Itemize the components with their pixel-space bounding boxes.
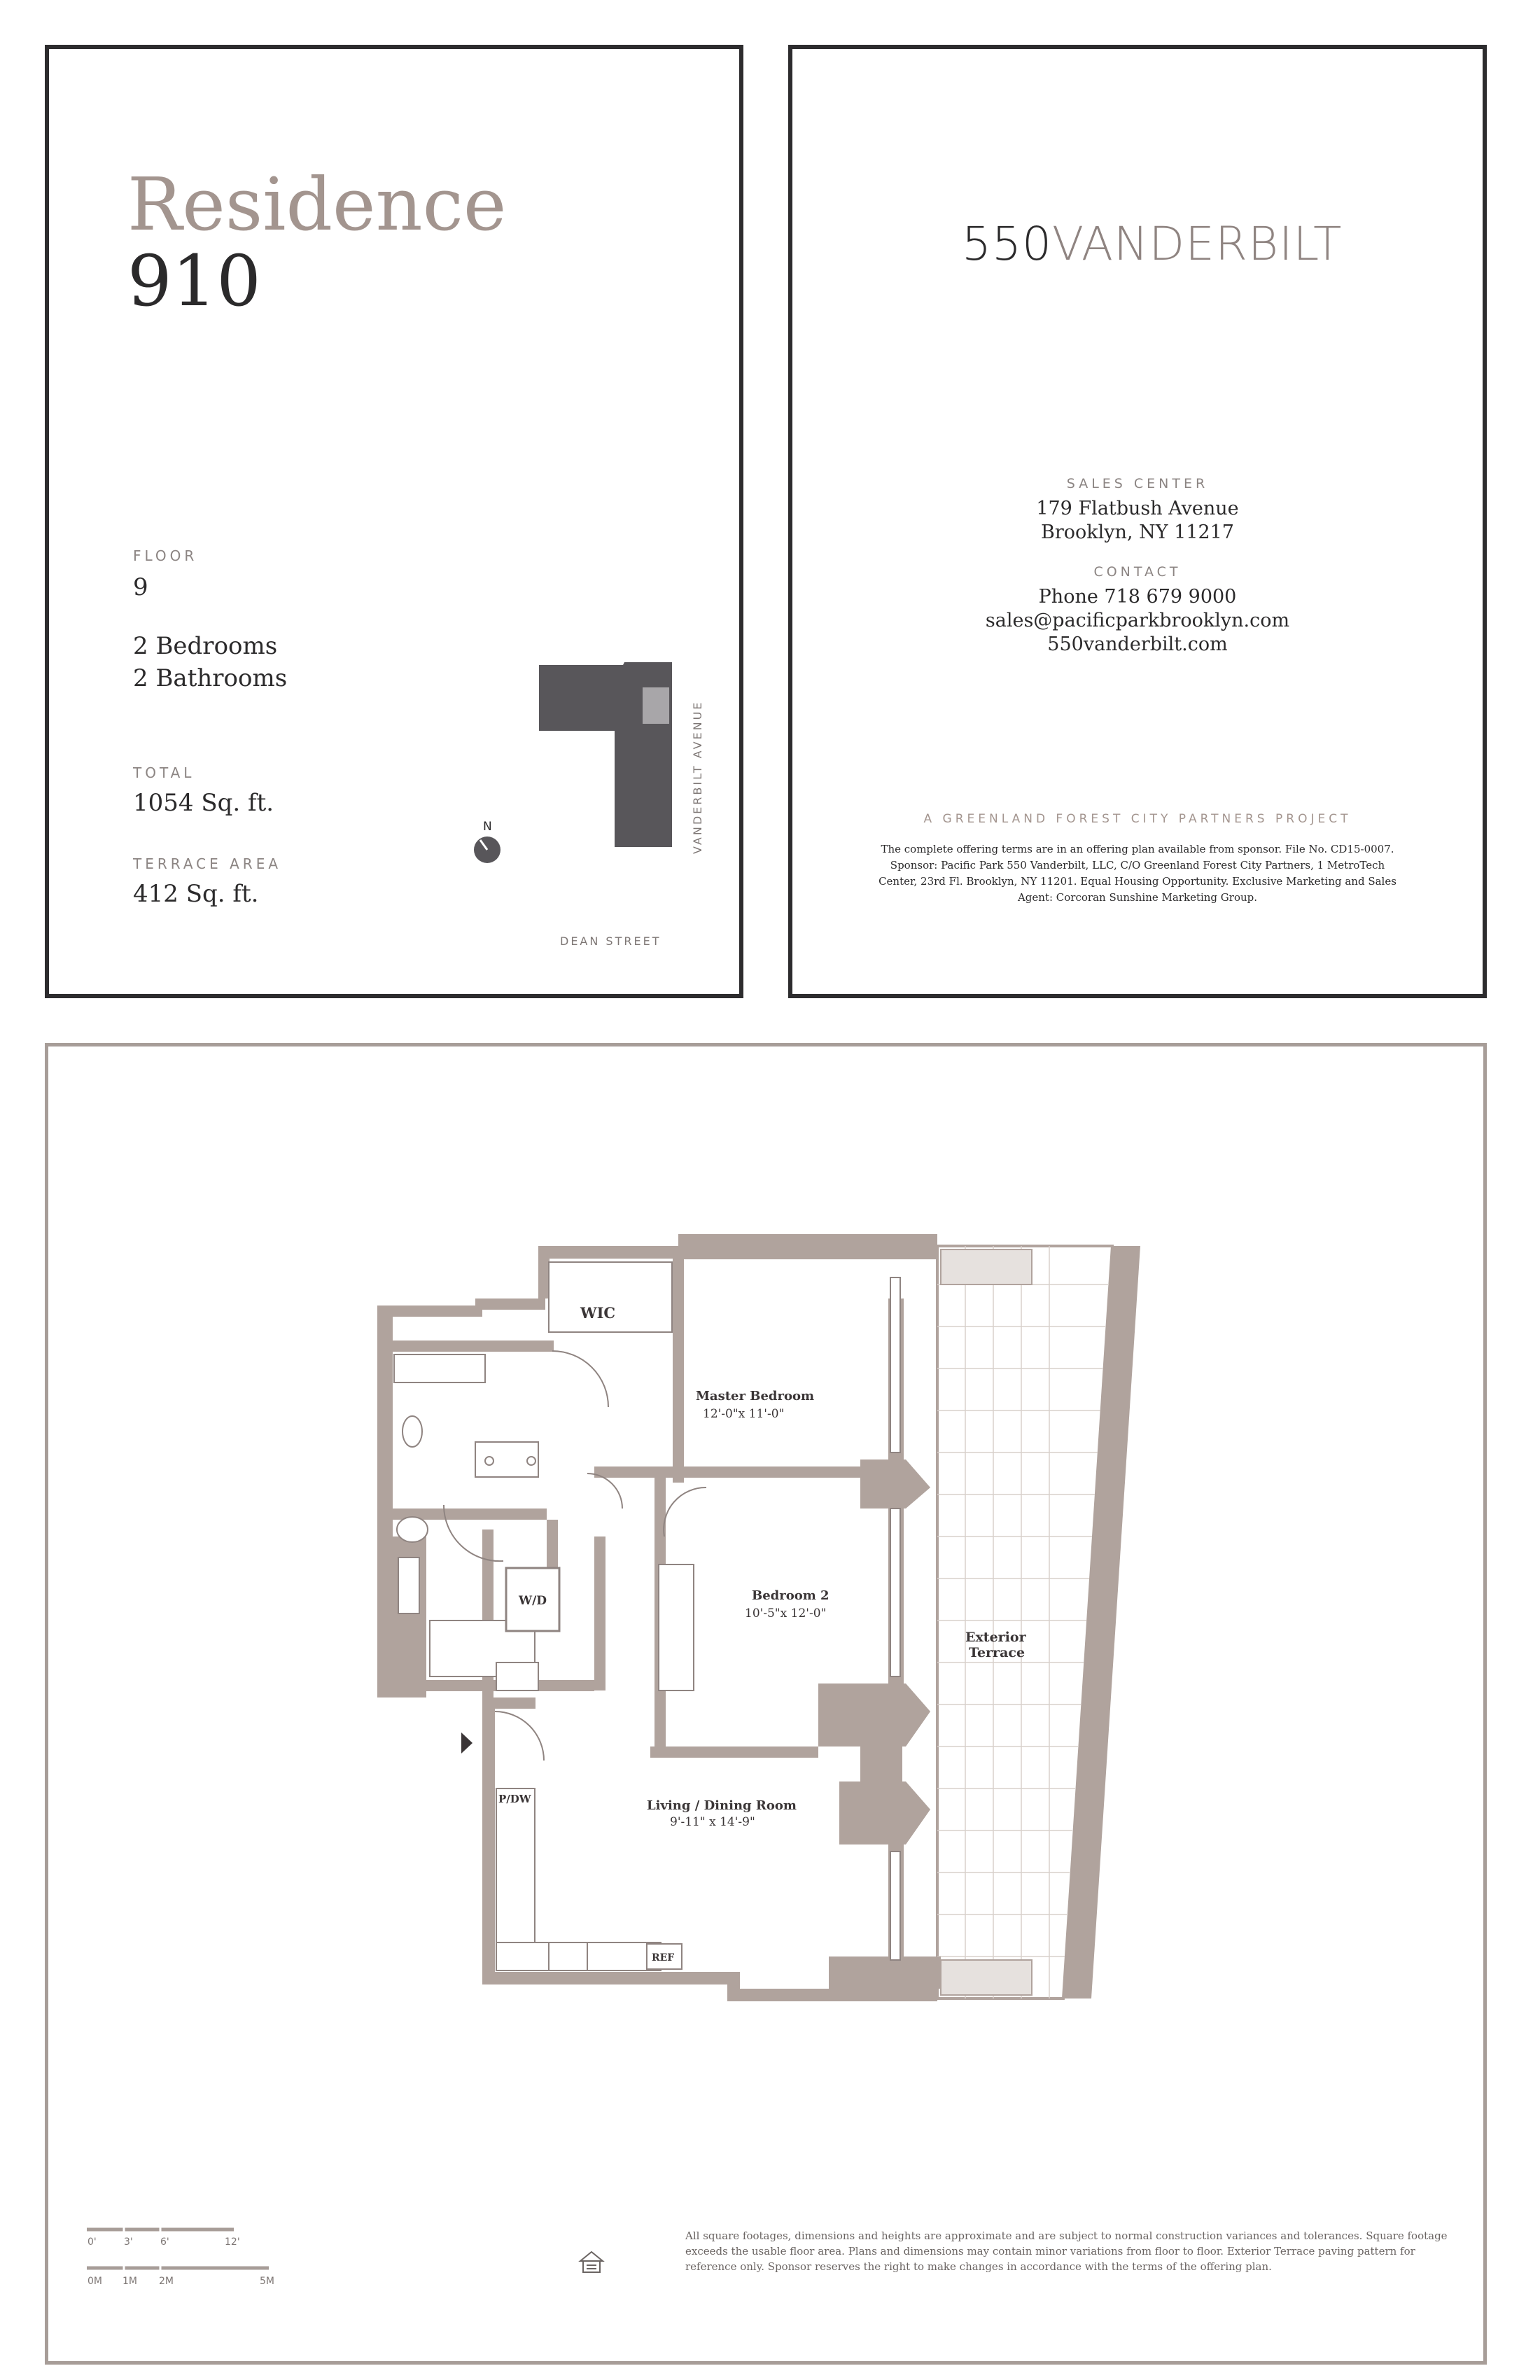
terrace-label-line2: Terrace [969, 1645, 1026, 1660]
disclaimer-text: All square footages, dimensions and heights are approximate and are subject to normal construction variances and tolerances. Square footage exceeds the usable floor area. Plans and dimensions may contain minor variations from floor to floor. Exterior Terrace paving pattern for reference only. Sponsor reserves the right to make changes in accordance with the terms of the offering plan. [685, 2230, 1448, 2273]
scale-feet-tick: 3' [124, 2236, 133, 2248]
bedroom2-closet [659, 1564, 694, 1690]
brand-logo-number: 550 [962, 217, 1052, 271]
contact-label: CONTACT [1093, 564, 1182, 580]
facade-windows [890, 1278, 900, 1960]
legal-text: The complete offering terms are in an offering plan available from sponsor. File No. CD15-0007. Sponsor: Pacific Park 550 Vanderbilt, LLC, C/O Greenland Forest City Partners, 1 MetroTech Center, 23rd Fl. Brooklyn, NY 11201. Equal Housing Opportunity. Exclusive Marketing and Sales Agent: Corcoran Sunshine Marketing Group. [878, 843, 1396, 904]
bedroom2-dimensions: 10'-5"x 12'-0" [745, 1606, 827, 1620]
north-compass [474, 820, 500, 863]
refrigerator-label: REF [652, 1952, 675, 1963]
scale-feet-tick: 0' [88, 2236, 97, 2248]
scale-feet-tick: 12' [225, 2236, 240, 2248]
residence-info-panel [45, 45, 743, 998]
scale-meter-tick: 2M [159, 2276, 174, 2287]
pantry-dishwasher-label: P/DW [498, 1793, 531, 1805]
email-link[interactable]: sales@pacificparkbrooklyn.com [985, 610, 1290, 631]
unit-highlight [643, 687, 669, 724]
vanderbilt-avenue-label: VANDERBILT AVENUE [691, 700, 704, 854]
terrace-label-line1: Exterior [965, 1630, 1026, 1645]
residence-title: Residence [127, 162, 507, 247]
phone-number[interactable]: Phone 718 679 9000 [1038, 586, 1237, 608]
bedroom2-label: Bedroom 2 [752, 1588, 830, 1603]
sales-center-label: SALES CENTER [1066, 476, 1209, 491]
dean-street-label: DEAN STREET [560, 934, 662, 948]
scale-meter-tick: 0M [88, 2276, 102, 2287]
brand-logo [962, 217, 1343, 271]
address-line2: Brooklyn, NY 11217 [1041, 522, 1234, 543]
terrace-area-label: TERRACE AREA [133, 855, 282, 872]
master-bedroom-label: Master Bedroom [696, 1389, 815, 1404]
terrace-area-value: 412 Sq. ft. [133, 880, 259, 908]
living-dining-label: Living / Dining Room [647, 1798, 797, 1813]
exterior-terrace [937, 1246, 1140, 1998]
living-dining-dimensions: 9'-11" x 14'-9" [670, 1815, 755, 1829]
bathrooms-count: 2 Bathrooms [133, 664, 288, 692]
scale-meter-tick: 1M [122, 2276, 137, 2287]
scale-bar [87, 2225, 274, 2287]
wic-closet [549, 1262, 672, 1332]
wic-label: WIC [580, 1304, 616, 1322]
floor-plan-drawing [48, 1046, 1483, 2361]
total-label: TOTAL [133, 764, 195, 781]
bedrooms-count: 2 Bedrooms [133, 632, 278, 660]
address-line1: 179 Flatbush Avenue [1036, 498, 1239, 519]
master-bath-fixtures [394, 1351, 622, 1508]
equal-housing-icon [580, 2252, 603, 2272]
entry-door-swing [495, 1712, 544, 1760]
project-tagline: A GREENLAND FOREST CITY PARTNERS PROJECT [923, 812, 1352, 826]
bedroom2-door-swing [664, 1488, 706, 1536]
kitchen-fixtures [496, 1788, 682, 1970]
coat-closet [496, 1662, 538, 1690]
contact-panel [788, 45, 1487, 998]
brand-logo-name: VANDERBILT [1051, 217, 1343, 271]
washer-dryer-label: W/D [519, 1594, 547, 1608]
compass-label: N [483, 820, 492, 834]
entry-arrow-icon [461, 1732, 472, 1754]
residence-number: 910 [127, 240, 261, 322]
scale-meter-tick: 5M [260, 2276, 274, 2287]
scale-feet-tick: 6' [160, 2236, 169, 2248]
master-bedroom-dimensions: 12'-0"x 11'-0" [703, 1407, 785, 1421]
website-link[interactable]: 550vanderbilt.com [1047, 634, 1228, 655]
floor-plan-panel [45, 1043, 1487, 2365]
key-plan [441, 651, 735, 959]
total-value: 1054 Sq. ft. [133, 789, 274, 817]
floor-label: FLOOR [133, 547, 198, 564]
floor-value: 9 [133, 573, 148, 601]
